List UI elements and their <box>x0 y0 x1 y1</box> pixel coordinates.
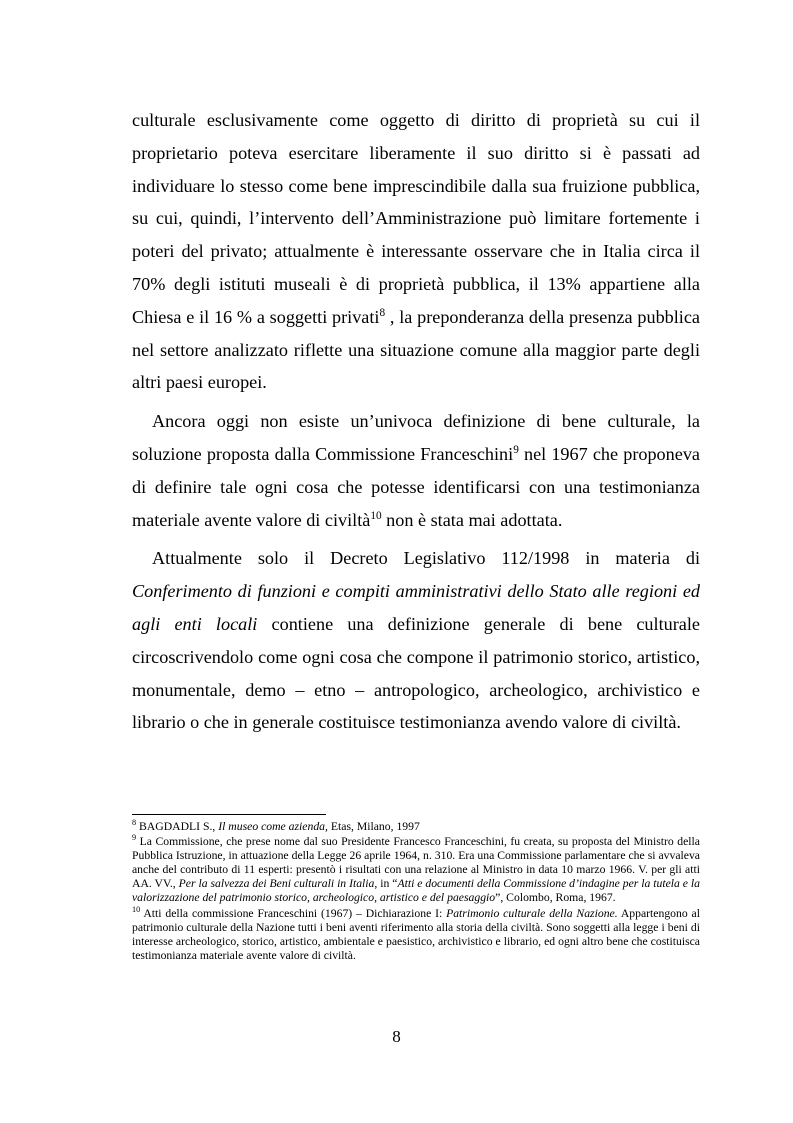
footnote-ref-10[interactable]: 10 <box>370 509 382 522</box>
paragraph-text: Ancora oggi non esiste un’univoca definizione di bene culturale, la soluzione proposta dalla Commissione Franceschini <box>132 411 700 464</box>
footnote-text: BAGDADLI S., <box>136 820 219 833</box>
paragraph-1 <box>132 104 700 399</box>
decree-title-italic: Conferimento di funzioni e compiti amministrativi dello Stato alle regioni ed agli enti locali <box>132 581 700 634</box>
footnote-ref-9[interactable]: 9 <box>513 443 519 456</box>
footnote-ref-8[interactable]: 8 <box>379 306 386 319</box>
footnote-italic: Per la salvezza dei Beni culturali in Italia <box>178 877 375 891</box>
footnote-text: Atti della commissione Franceschini (1967) – Dichiarazione I: <box>140 906 447 920</box>
footnotes <box>132 820 700 963</box>
paragraph-text: non è stata mai adottata. <box>381 509 563 530</box>
footnote-italic: Il museo come azienda, <box>218 820 328 833</box>
paragraph-text: culturale esclusivamente come oggetto di diritto di proprietà su cui il proprietario poteva esercitare liberamente il suo diritto si è passati ad individuare lo stesso come bene imprescindibile dalla sua fruizione pubblica, su cui, quindi, l’intervento dell’Amministrazione può limitare fortemente i poteri del privato; attualmente è interessante osservare che in Italia circa il 70% degli istituti museali è di proprietà pubblica, il 13% appartiene alla Chiesa e il 16 % a soggetti privati <box>132 110 700 327</box>
footnote-italic: Patrimonio culturale della Nazione. <box>446 906 618 920</box>
paragraph-text: nel 1967 che proponeva di definire tale ogni cosa che potesse identificarsi con una testimonianza materiale avente valore di civiltà <box>132 443 700 530</box>
footnote-text: Appartengono al patrimonio culturale della Nazione tutti i beni aventi riferimento alla storia della civiltà. Sono soggetti alla legge i beni di interesse archeologico, storico, artistico, ambientale e paesistico, archivistico e librario, ed ogni altro bene che costituisca testimonianza materiale avente valore di civiltà. <box>132 906 700 962</box>
footnote-8 <box>132 820 700 834</box>
footnote-text: , in “ <box>374 877 398 891</box>
footnote-number: 9 <box>132 833 137 843</box>
paragraph-text: Attualmente solo il Decreto Legislativo 112/1998 in materia di <box>152 548 700 569</box>
paragraph-text: contiene una definizione generale di bene culturale circoscrivendolo come ogni cosa che compone il patrimonio storico, artistico, monumentale, demo – etno – antropologico, archeologico, archivistico e librario o che in generale costituisce testimonianza avendo valore di civiltà. <box>132 613 700 733</box>
paragraph-2 <box>132 405 700 536</box>
body-text <box>132 104 700 739</box>
page-number: 8 <box>392 1027 401 1046</box>
footnote-number: 10 <box>132 904 141 914</box>
footnote-italic: Atti e documenti della Commissione d’indagine per la tutela e la valorizzazione del patrimonio storico, archeologico, artistico e del paesaggio <box>132 877 700 905</box>
footnote-separator <box>132 814 326 815</box>
paragraph-text: , la preponderanza della presenza pubblica nel settore analizzato riflette una situazione comune alla maggior parte degli altri paesi europei. <box>132 306 701 393</box>
footnote-9 <box>132 835 700 905</box>
footnote-text: La Commissione, che prese nome dal suo Presidente Francesco Franceschini, fu creata, su proposta del Ministro della Pubblica Istruzione, in attuazione della Legge 26 aprile 1964, n. 310. Era una Commissione parlamentare che si avvaleva anche del contributo di 11 esperti: presentò i risultati con una relazione al Ministro in data 10 marzo 1966. V. per gli atti AA. VV., <box>132 835 700 891</box>
footnote-number: 8 <box>132 818 137 828</box>
footnote-text: Etas, Milano, 1997 <box>327 820 420 833</box>
footnote-text: ”, Colombo, Roma, 1967. <box>495 891 616 905</box>
footnote-10 <box>132 904 700 963</box>
paragraph-3 <box>132 542 700 739</box>
